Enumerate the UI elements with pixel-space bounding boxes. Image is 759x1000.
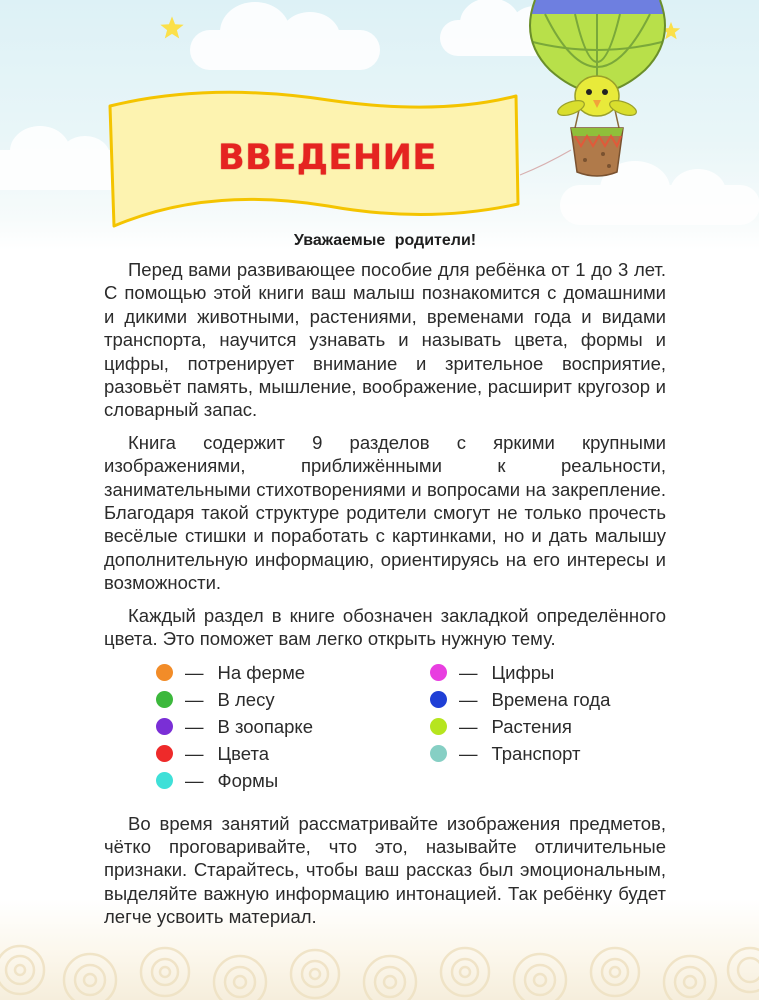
legend-label: Транспорт <box>491 742 581 764</box>
closing-paragraph: Во время занятий рассматривайте изображения предметов, чётко проговаривайте, что это, называйте отличительные признаки. Старайтесь, чтобы ваш рассказ был эмоциональным, выделяйте важную информацию интонацией. Так ребёнку будет легче усвоить материал. <box>104 812 666 928</box>
intro-paragraph: Перед вами развивающее пособие для ребёнка от 1 до 3 лет. С помощью этой книги ваш малыш познакомится с домашними и дикими животными, растениями, временами года и видами транспорта, научится узнавать и называть цвета, формы и цифры, потренирует внимание и зрительное восприятие, разовьёт память, мышление, воображение, расширит кругозор и словарный запас. <box>104 259 666 421</box>
legend-color-dot <box>156 718 173 735</box>
legend-color-dot <box>156 772 173 789</box>
legend-label: В лесу <box>217 688 275 710</box>
legend-dash: — <box>185 661 204 683</box>
section-color-legend <box>104 660 666 800</box>
main-content <box>104 232 666 938</box>
swirl-decoration <box>0 910 759 1000</box>
legend-item-seasons <box>430 687 610 713</box>
legend-color-dot <box>156 664 173 681</box>
legend-item-transport <box>430 741 580 767</box>
legend-color-dot <box>430 718 447 735</box>
legend-color-dot <box>430 664 447 681</box>
legend-item-zoo <box>156 714 313 740</box>
legend-dash: — <box>185 742 204 764</box>
legend-color-dot <box>156 745 173 762</box>
cloud-decoration <box>190 30 380 70</box>
legend-color-dot <box>430 691 447 708</box>
legend-item-farm <box>156 660 305 686</box>
legend-item-forest <box>156 687 275 713</box>
legend-dash: — <box>459 661 478 683</box>
legend-color-dot <box>430 745 447 762</box>
legend-label: На ферме <box>217 661 306 683</box>
legend-color-dot <box>156 691 173 708</box>
legend-label: Цифры <box>491 661 555 683</box>
greeting-heading: Уважаемые родители! <box>293 232 477 249</box>
legend-item-numbers <box>430 660 554 686</box>
cloud-decoration <box>560 185 759 225</box>
legend-dash: — <box>459 715 478 737</box>
hot-air-balloon-illustration <box>505 0 690 190</box>
legend-dash: — <box>459 742 478 764</box>
legend-label: Цвета <box>217 742 270 764</box>
legend-label: Формы <box>217 769 279 791</box>
legend-dash: — <box>185 688 204 710</box>
legend-label: В зоопарке <box>217 715 314 737</box>
star-icon <box>158 14 186 42</box>
legend-item-plants <box>430 714 572 740</box>
bookmarks-paragraph: Каждый раздел в книге обозначен закладкой определённого цвета. Это поможет вам легко открыть нужную тему. <box>104 604 666 650</box>
legend-dash: — <box>459 688 478 710</box>
legend-item-shapes <box>156 768 278 794</box>
legend-label: Растения <box>491 715 572 737</box>
legend-dash: — <box>185 769 204 791</box>
legend-dash: — <box>185 715 204 737</box>
page-title: ВВЕДЕНИЕ <box>218 138 437 178</box>
legend-label: Времена года <box>491 688 611 710</box>
structure-paragraph: Книга содержит 9 разделов с яркими крупными изображениями, приближёнными к реальности, занимательными стихотворениями и вопросами на закрепление. Благодаря такой структуре родители смогут не только прочесть весёлые стишки и поработать с картинками, но и дать малышу дополнительную информацию, ориентируясь на его интересы и возможности. <box>104 431 666 594</box>
legend-item-colors <box>156 741 269 767</box>
